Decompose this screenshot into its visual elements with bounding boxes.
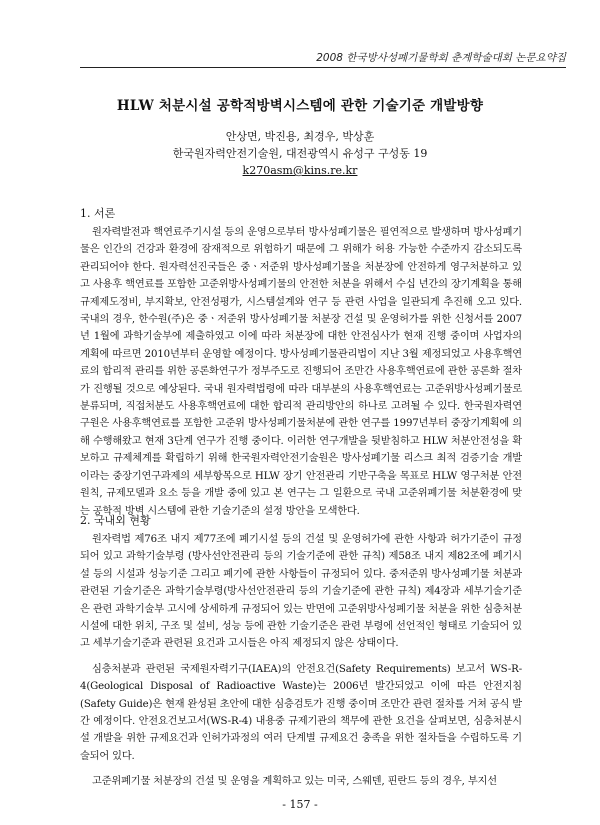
section-heading-introduction: 1. 서론 bbox=[80, 207, 116, 220]
page-number: - 157 - bbox=[282, 798, 318, 811]
header-rule bbox=[80, 67, 566, 68]
author-affiliation: 한국원자력안전기술원, 대전광역시 유성구 구성동 19 bbox=[172, 147, 428, 160]
section-heading-status: 2. 국내외 현황 bbox=[80, 514, 151, 527]
section-body-status bbox=[80, 531, 522, 791]
author-names: 안상면, 박진용, 최경우, 박상훈 bbox=[225, 130, 375, 143]
paragraph: 원자력발전과 핵연료주기시설 등의 운영으로부터 방사성폐기물은 필연적으로 발생하며 방사성폐기물은 인간의 건강과 환경에 잠재적으로 위험하기 때문에 그 위해가 허용 가능한 수준까지 감소되도록 관리되어야 한다. 원자력선진국들은 중ㆍ저준위 방사성폐기물을 처분장에 안전하게 영구처분하고 있고 사용후 핵연료를 포함한 고준위방사성폐기물의 안전한 처분을 위해서 수십 년간의 장기계획을 통해 규제제도정비, 부지확보, 안전성평가, 시스템설계와 연구 등 관련 사업을 일관되게 추진해 오고 있다. 국내의 경우, 한수원(주)은 중ㆍ저준위 방사성폐기물 처분장 건설 및 운영허가를 위한 신청서를 2007년 1월에 과학기술부에 제출하였고 이에 따라 처분장에 대한 안전심사가 현재 진행 중이며 사업자의 계획에 따르면 2010년부터 운영할 예정이다. 방사성폐기물관리법이 지난 3월 제정되었고 사용후핵연료의 합리적 관리를 위한 공론화연구가 정부주도로 진행되어 조만간 사용후핵연료에 관한 공론화 절차가 진행될 것으로 예상된다. 국내 원자력법령에 따라 대부분의 사용후핵연료는 고준위방사성폐기물로 분류되며, 직접처분도 사용후핵연료에 대한 합리적 관리방안의 하나로 고려될 수 있다. 한국원자력연구원은 사용후핵연료를 포함한 고준위 방사성폐기물처분에 관한 연구를 1997년부터 중장기계획에 의해 수행해왔고 현재 3단계 연구가 진행 중이다. 이러한 연구개발을 뒷받침하고 HLW 처분안전성을 확보하고 규제체계를 확립하기 위해 한국원자력안전기술원은 방사성폐기물 리스크 최적 검증기술 개발이라는 중장기연구과제의 세부항목으로 HLW 장기 안전관리 기반구축을 목표로 HLW 영구처분 안전원칙, 규제모델과 요소 등을 개발 중에 있고 본 연구는 그 일환으로 국내 고준위폐기물 처분환경에 맞는 공학적 방벽 시스템에 관한 기술기준의 설정 방안을 모색한다. bbox=[80, 227, 522, 517]
author-block bbox=[0, 128, 600, 179]
paragraph: 심층처분과 관련된 국제원자력기구(IAEA)의 안전요건(Safety Requirements) 보고서 WS-R-4(Geological Disposal of Radioactive Waste)는 2006년 발간되었고 이에 따른 안전지침(Safety Guide)은 현재 완성된 초안에 대한 심층검토가 진행 중이며 조만간 관련 절차를 거쳐 공식 발간 예정이다. 안전요건보고서(WS-R-4) 내용중 규제기관의 책무에 관한 요건을 살펴보면, 심층처분시설 개발을 위한 규제요건과 인허가과정의 여러 단계별 규제요건 충족을 위한 절차들을 수립하도록 기술되어 있다. bbox=[80, 663, 522, 762]
running-head: 2008 한국방사성폐기물학회 춘계학술대회 논문요약집 bbox=[316, 52, 566, 64]
paragraph: 고준위폐기물 처분장의 건설 및 운영을 계획하고 있는 미국, 스웨덴, 핀란드 등의 경우, 부지선 bbox=[92, 776, 497, 788]
paper-title: HLW 처분시설 공학적방벽시스템에 관한 기술기준 개발방향 bbox=[116, 98, 484, 114]
section-body-introduction bbox=[80, 224, 522, 520]
paragraph: 원자력법 제76조 내지 제77조에 폐기시설 등의 건설 및 운영허가에 관한 사항과 허가기준이 규정되어 있고 과학기술부령 (방사선안전관리 등의 기술기준에 관한 규칙) 제58조 내지 제82조에 폐기시설 등의 시설과 성능기준 그리고 폐기에 관한 사항들이 규정되어 있다. 중저준위 방사성폐기물 처분과 관련된 기술기준은 과학기술부령(방사선안전관리 등의 기술기준에 관한 규칙) 제4장과 세부기술기준은 관련 과학기술부 고시에 상세하게 규정되어 있는 반면에 고준위방사성폐기물 처분을 위한 심층처분시설에 대한 위치, 구조 및 설비, 성능 등에 관한 기술기준은 관련 부령에 선언적인 형태로 기술되어 있고 세부기술기준과 관련된 요건과 고시들은 아직 제정되지 않은 상태이다. bbox=[80, 534, 522, 650]
author-email[interactable]: k270asm@kins.re.kr bbox=[242, 164, 358, 177]
